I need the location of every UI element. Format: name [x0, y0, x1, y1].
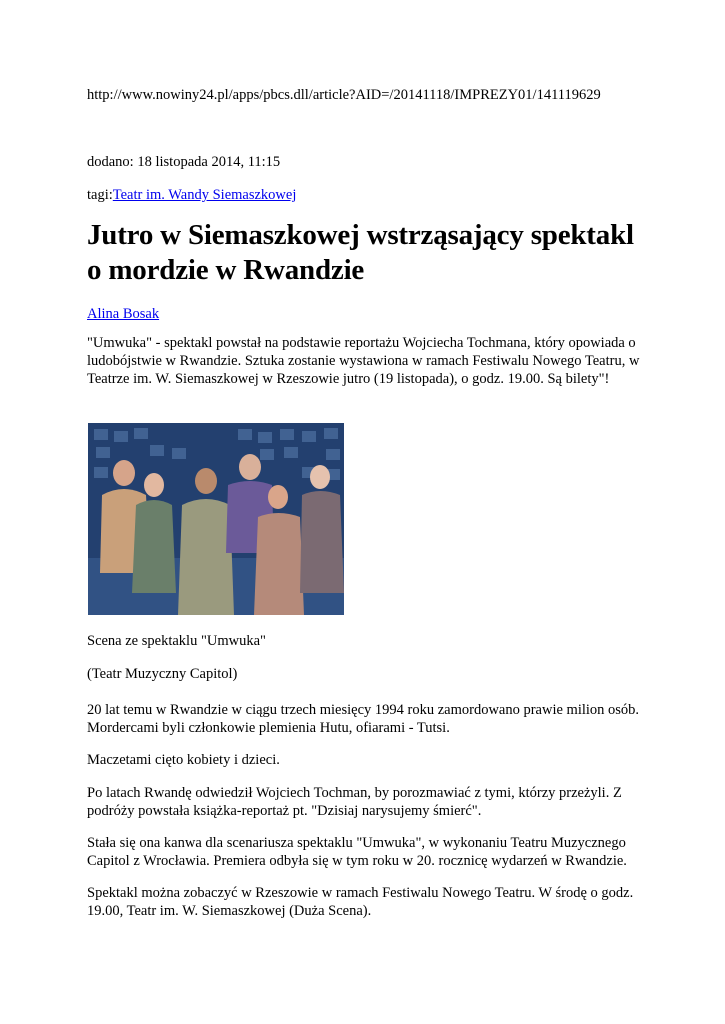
tag-link[interactable]: Teatr im. Wandy Siemaszkowej: [112, 187, 297, 203]
tags-line: [87, 186, 647, 204]
author-line: [87, 305, 647, 323]
date-added: dodano: 18 listopada 2014, 11:15: [87, 154, 281, 170]
paragraph: Spektakl można zobaczyć w Rzeszowie w ramach Festiwalu Nowego Teatru. W środę o godz. 19.00, Teatr im. W. Siemaszkowej (Duża Scena).: [87, 885, 634, 919]
paragraph: 20 lat temu w Rwandzie w ciągu trzech miesięcy 1994 roku zamordowano prawie milion osób. Mordercami byli członkowie plemienia Hutu, ofiarami - Tutsi.: [87, 702, 640, 736]
article-photo: [88, 423, 344, 615]
photo-credit: (Teatr Muzyczny Capitol): [87, 666, 238, 682]
paragraph: Stała się ona kanwa dla scenariusza spektaklu "Umwuka", w wykonaniu Teatru Muzycznego Capitol z Wrocławia. Premiera odbyła się w tym roku w 20. rocznicę wydarzeń w Rwandzie.: [87, 835, 627, 869]
article-title: Jutro w Siemaszkowej wstrząsający spektakl o mordzie w Rwandzie: [87, 219, 634, 286]
article-lead: "Umwuka" - spektakl powstał na podstawie reportażu Wojciecha Tochmana, który opowiada o ludobójstwie w Rwandzie. Sztuka zostanie wystawiona w ramach Festiwalu Nowego Teatru, w Teatrze im. W. Siemaszkowej w Rzeszowie jutro (19 listopada), o godz. 19.00. Są bilety"!: [87, 335, 640, 387]
paragraph: Maczetami cięto kobiety i dzieci.: [87, 752, 280, 768]
tags-label: tagi:: [87, 187, 113, 203]
author-link[interactable]: Alina Bosak: [87, 306, 160, 322]
source-url: http://www.nowiny24.pl/apps/pbcs.dll/article?AID=/20141118/IMPREZY01/141119629: [87, 87, 601, 103]
photo-caption: Scena ze spektaklu "Umwuka": [87, 633, 266, 649]
paragraph: Po latach Rwandę odwiedził Wojciech Tochman, by porozmawiać z tymi, którzy przeżyli. Z podróży powstała książka-reportaż pt. "Dzisiaj narysujemy śmierć".: [87, 785, 622, 819]
